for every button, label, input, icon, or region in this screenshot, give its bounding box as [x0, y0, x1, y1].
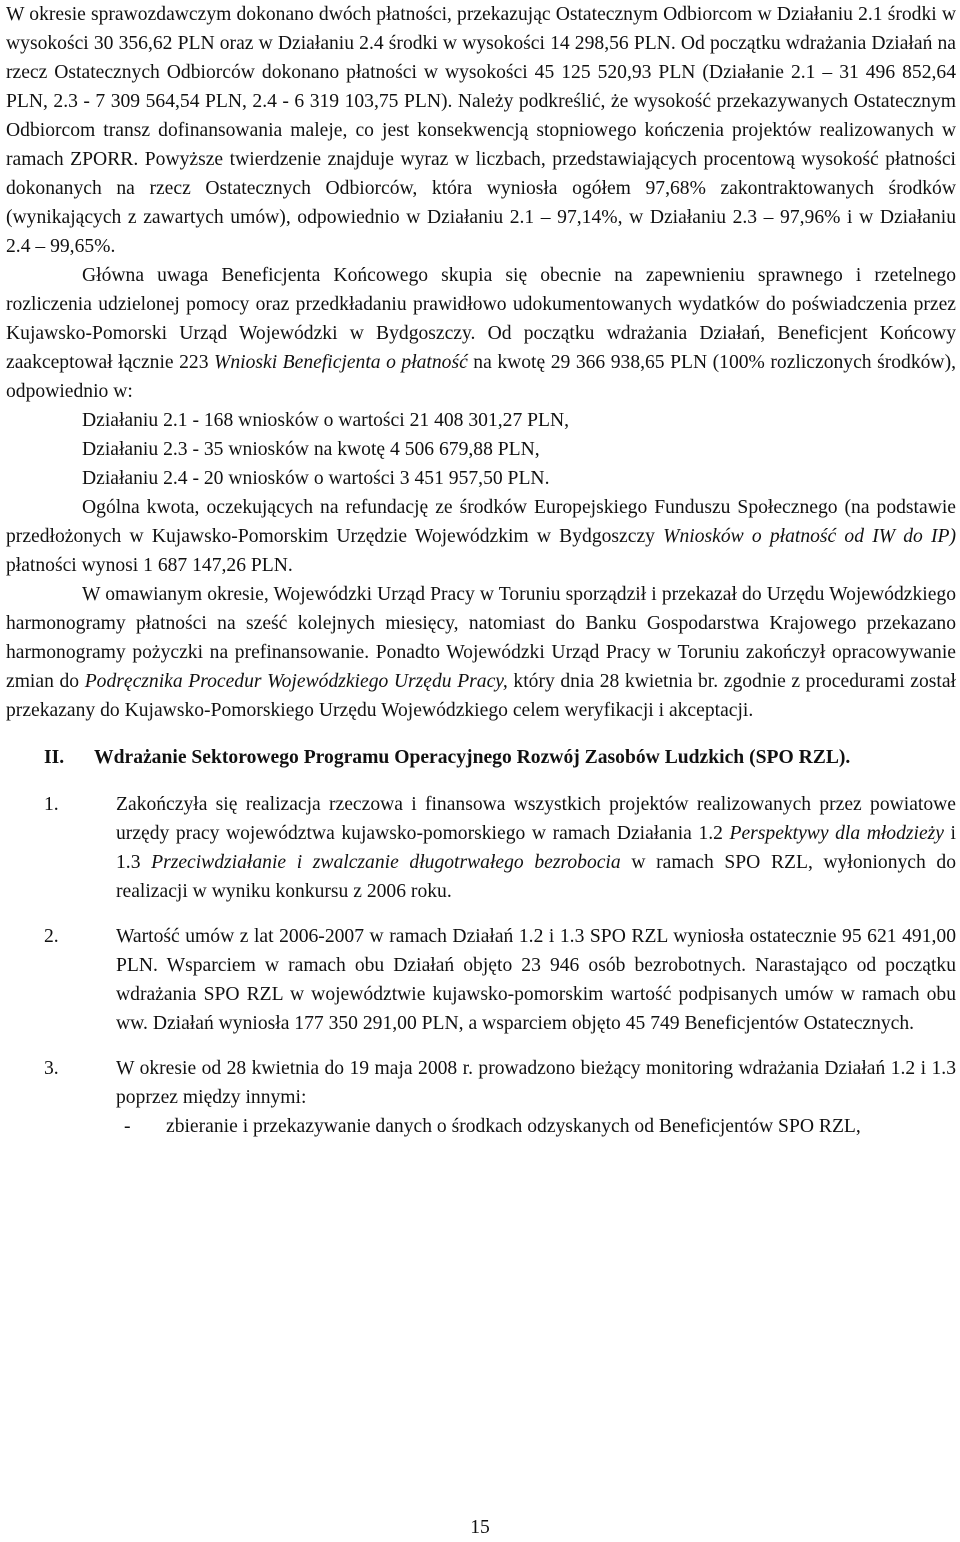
- item-text: Wartość umów z lat 2006-2007 w ramach Działań 1.2 i 1.3 SPO RZL wyniosła ostatecznie 95 621 491,00 PLN. Wsparciem w ramach obu Działań objęto 23 946 osób bezrobotnych. Narastająco od początku wdrażania SPO RZL w województwie kujawsko-pomorskim wartość podpisanych umów w ramach obu ww. Działań wyniosła 177 350 291,00 PLN, a wsparciem objęto 45 749 Beneficjentów Ostatecznych.: [116, 926, 956, 1034]
- list-item: Działaniu 2.3 - 35 wniosków na kwotę 4 506 679,88 PLN,: [82, 439, 540, 460]
- paragraph-beneficiary-text-end: na kwotę 29 366 938,65 PLN (100% rozliczonych środków), odpowiednio w:: [6, 352, 956, 402]
- numbered-item-2: [6, 922, 956, 1038]
- item-text-italic: Przeciwdziałanie i zwalczanie długotrwałego bezrobocia: [151, 852, 621, 873]
- paragraph-beneficiary: [6, 261, 956, 406]
- item-number: 3.: [44, 1058, 59, 1079]
- item-text-part: Zakończyła się realizacja rzeczowa i finansowa wszystkich projektów realizowanych przez powiatowe urzędy pracy województwa kujawsko-pomorskiego w ramach Działania 1.2: [116, 794, 956, 844]
- section-number: II.: [44, 747, 65, 768]
- numbered-item-1: [6, 790, 956, 906]
- item-number: 2.: [44, 926, 59, 947]
- section-heading: [6, 743, 956, 772]
- paragraph-schedules-text: W omawianym okresie, Wojewódzki Urząd Pracy w Toruniu sporządził i przekazał do Urzędu Wojewódzkiego harmonogramy płatności na sześć kolejnych miesięcy, natomiast do Banku Gospodarstwa Krajowego przekazano harmonogramy pożyczki na prefinansowanie. Ponadto Wojewódzki Urząd Pracy w Toruniu zakończył opracowywanie zmian do: [6, 584, 956, 692]
- page-number: 15: [470, 1517, 490, 1538]
- numbered-item-3: [6, 1054, 956, 1112]
- paragraph-schedules-italic: Podręcznika Procedur Wojewódzkiego Urzędu Pracy,: [84, 671, 508, 692]
- list-item: Działaniu 2.1 - 168 wniosków o wartości 21 408 301,27 PLN,: [82, 410, 570, 431]
- item-text: W okresie od 28 kwietnia do 19 maja 2008 r. prowadzono bieżący monitoring wdrażania Działań 1.2 i 1.3 poprzez między innymi:: [116, 1058, 956, 1108]
- paragraph-payments: W okresie sprawozdawczym dokonano dwóch płatności, przekazując Ostatecznym Odbiorcom w Działaniu 2.1 środki w wysokości 30 356,62 PLN oraz w Działaniu 2.4 środki w wysokości 14 298,56 PLN. Od początku wdrażania Działań na rzecz Ostatecznych Odbiorców dokonano płatności w wysokości 45 125 520,93 PLN (Działanie 2.1 – 31 496 852,64 PLN, 2.3 - 7 309 564,54 PLN, 2.4 - 6 319 103,75 PLN). Należy podkreślić, że wysokość przekazywanych Ostatecznym Odbiorcom transz dofinansowania maleje, co jest konsekwencją stopniowego kończenia projektów realizowanych w ramach ZPORR. Powyższe twierdzenie znajduje wyraz w liczbach, przedstawiających procentową wysokość płatności dokonanych na rzecz Ostatecznych Odbiorców, która wyniosła ogółem 97,68% zakontraktowanych środków (wynikających z zawartych umów), odpowiednio w Działaniu 2.1 – 97,14%, w Działaniu 2.3 – 97,96% i w Działaniu 2.4 – 99,65%.: [6, 4, 956, 257]
- list-item: Działaniu 2.4 - 20 wniosków o wartości 3 451 957,50 PLN.: [82, 468, 550, 489]
- item-text: [116, 790, 956, 906]
- paragraph-refund-text-end: płatności wynosi 1 687 147,26 PLN.: [6, 555, 293, 576]
- item-text-italic: Perspektywy dla młodzieży: [729, 823, 944, 844]
- section-title: Wdrażanie Sektorowego Programu Operacyjnego Rozwój Zasobów Ludzkich (SPO RZL).: [94, 747, 851, 768]
- document-page: [6, 0, 956, 1141]
- dash-item: [118, 1112, 956, 1141]
- paragraph-schedules: [6, 580, 956, 725]
- paragraph-beneficiary-italic: Wnioski Beneficjenta o płatność: [214, 352, 468, 373]
- paragraph-refund-italic: Wniosków o płatność od IW do IP): [663, 526, 957, 547]
- dash-item-text: zbieranie i przekazywanie danych o środkach odzyskanych od Beneficjentów SPO RZL,: [166, 1116, 861, 1137]
- item-text-part: w ramach SPO RZL, wyłonionych do realizacji w wyniku konkursu z 2006 roku.: [116, 852, 957, 902]
- paragraph-schedules-text-end: który dnia 28 kwietnia br. zgodnie z procedurami został przekazany do Kujawsko-Pomorskiego Urzędu Wojewódzkiego celem weryfikacji i akceptacji.: [6, 671, 957, 721]
- paragraph-refund-text: Ogólna kwota, oczekujących na refundację ze środków Europejskiego Funduszu Społecznego (na podstawie przedłożonych w Kujawsko-Pomorskim Urzędzie Wojewódzkim w Bydgoszczy: [6, 497, 956, 547]
- item-text-part: i 1.3: [116, 823, 956, 873]
- item-number: 1.: [44, 794, 59, 815]
- paragraph-refund: [6, 493, 956, 580]
- paragraph-beneficiary-text: Główna uwaga Beneficjenta Końcowego skupia się obecnie na zapewnieniu sprawnego i rzetelnego rozliczenia udzielonej pomocy oraz przedkładaniu prawidłowo udokumentowanych wydatków do poświadczenia przez Kujawsko-Pomorski Urząd Wojewódzki w Bydgoszczy. Od początku wdrażania Działań, Beneficjent Końcowy zaakceptował łącznie 223: [6, 265, 956, 373]
- dash-bullet: -: [124, 1116, 131, 1137]
